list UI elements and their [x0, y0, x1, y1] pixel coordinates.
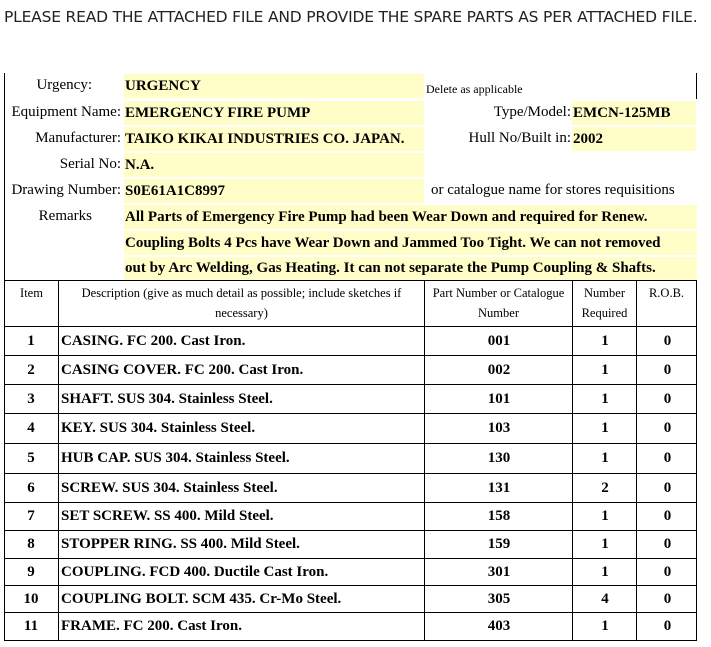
header-rob: R.O.B.: [648, 286, 685, 300]
row-part-number: 101: [487, 391, 511, 407]
header-desc-line-2: necessary): [215, 306, 268, 320]
row-item: 8: [27, 536, 35, 552]
manufacturer-value[interactable]: TAIKO KIKAI INDUSTRIES CO. JAPAN.: [124, 127, 424, 151]
row-part-number: 131: [487, 480, 511, 496]
row-number-required: 1: [601, 564, 609, 580]
urgency-value[interactable]: URGENCY: [124, 74, 424, 98]
serial-label: Serial No:: [59, 156, 121, 172]
row-number-required: 1: [601, 333, 609, 349]
row-description: CASING COVER. FC 200. Cast Iron.: [61, 362, 304, 378]
header-num-line-2: Required: [581, 306, 628, 320]
table-row: [4, 502, 697, 531]
urgency-label: Urgency:: [36, 77, 92, 93]
equipment-value[interactable]: EMERGENCY FIRE PUMP: [124, 101, 424, 125]
row-description: SET SCREW. SS 400. Mild Steel.: [61, 508, 274, 524]
table-row: [4, 327, 697, 356]
drawing-value[interactable]: S0E61A1C8997: [124, 179, 424, 203]
row-rob: 0: [663, 536, 672, 552]
manufacturer-label: Manufacturer:: [35, 130, 121, 146]
remarks-line-2[interactable]: Coupling Bolts 4 Pcs have Wear Down and Jammed Too Tight. We can not removed: [124, 231, 697, 255]
table-row: [4, 612, 697, 641]
hull-label: Hull No/Built in:: [468, 130, 571, 146]
row-item: 2: [27, 362, 35, 378]
table-row: [4, 444, 697, 473]
row-rob: 0: [663, 420, 672, 436]
type-label: Type/Model:: [493, 104, 571, 120]
row-number-required: 1: [601, 362, 609, 378]
header-part-line-2: Number: [478, 306, 519, 320]
row-number-required: 2: [601, 480, 609, 496]
row-rob: 0: [663, 564, 672, 580]
row-part-number: 001: [487, 333, 511, 349]
row-part-number: 305: [487, 591, 511, 607]
row-rob: 0: [663, 480, 672, 496]
header-item: Item: [20, 286, 43, 300]
row-item: 4: [27, 420, 35, 436]
row-item: 10: [23, 591, 39, 607]
form-right-border-top: [696, 73, 697, 99]
table-row: [4, 385, 697, 414]
row-item: 6: [27, 480, 35, 496]
row-description: STOPPER RING. SS 400. Mild Steel.: [61, 536, 300, 552]
row-number-required: 4: [601, 591, 609, 607]
row-part-number: 130: [487, 450, 511, 466]
serial-value[interactable]: N.A.: [124, 153, 424, 177]
row-item: 11: [23, 618, 39, 634]
row-part-number: 403: [487, 618, 511, 634]
row-part-number: 158: [487, 508, 511, 524]
row-item: 1: [27, 333, 35, 349]
row-description: HUB CAP. SUS 304. Stainless Steel.: [61, 450, 290, 466]
row-description: FRAME. FC 200. Cast Iron.: [61, 618, 242, 634]
hull-value[interactable]: 2002: [572, 127, 696, 151]
page-heading: PLEASE READ THE ATTACHED FILE AND PROVIDE THE SPARE PARTS AS PER ATTACHED FILE.: [4, 8, 698, 26]
row-rob: 0: [663, 362, 672, 378]
row-item: 3: [27, 391, 35, 407]
table-row: [4, 414, 697, 443]
remarks-label: Remarks: [38, 208, 92, 224]
table-top-border: [4, 280, 697, 281]
row-rob: 0: [663, 333, 672, 349]
remarks-line-1[interactable]: All Parts of Emergency Fire Pump had been Wear Down and required for Renew.: [124, 205, 697, 229]
delete-note: Delete as applicable: [426, 82, 523, 96]
table-row: [4, 558, 697, 587]
row-item: 9: [27, 564, 35, 580]
row-description: KEY. SUS 304. Stainless Steel.: [61, 420, 256, 436]
row-number-required: 1: [601, 450, 609, 466]
drawing-label: Drawing Number:: [11, 182, 121, 198]
row-description: COUPLING. FCD 400. Ductile Cast Iron.: [61, 564, 329, 580]
row-part-number: 103: [487, 420, 511, 436]
row-part-number: 159: [487, 536, 511, 552]
row-number-required: 1: [601, 391, 609, 407]
remarks-line-3[interactable]: out by Arc Welding, Gas Heating. It can not separate the Pump Coupling & Shafts.: [124, 257, 697, 280]
row-part-number: 002: [487, 362, 511, 378]
header-num-line-1: Number: [584, 286, 625, 300]
header-desc-line-1: Description (give as much detail as possible; include sketches if: [81, 286, 402, 300]
row-rob: 0: [663, 450, 672, 466]
row-rob: 0: [663, 391, 672, 407]
row-description: SCREW. SUS 304. Stainless Steel.: [61, 480, 278, 496]
table-row: [4, 474, 697, 503]
row-number-required: 1: [601, 618, 609, 634]
row-number-required: 1: [601, 508, 609, 524]
type-value[interactable]: EMCN-125MB: [572, 101, 696, 125]
row-rob: 0: [663, 618, 672, 634]
catalogue-note: or catalogue name for stores requisitions: [431, 182, 675, 198]
row-item: 7: [27, 508, 35, 524]
row-description: SHAFT. SUS 304. Stainless Steel.: [61, 391, 273, 407]
equipment-label: Equipment Name:: [11, 104, 121, 120]
row-rob: 0: [663, 508, 672, 524]
table-row: [4, 585, 697, 614]
row-part-number: 301: [487, 564, 511, 580]
header-part-line-1: Part Number or Catalogue: [432, 286, 565, 300]
row-number-required: 1: [601, 420, 609, 436]
row-description: COUPLING BOLT. SCM 435. Cr-Mo Steel.: [61, 591, 342, 607]
row-number-required: 1: [601, 536, 609, 552]
row-item: 5: [27, 450, 35, 466]
row-description: CASING. FC 200. Cast Iron.: [61, 333, 246, 349]
table-row: [4, 530, 697, 559]
table-row: [4, 356, 697, 385]
row-rob: 0: [663, 591, 672, 607]
